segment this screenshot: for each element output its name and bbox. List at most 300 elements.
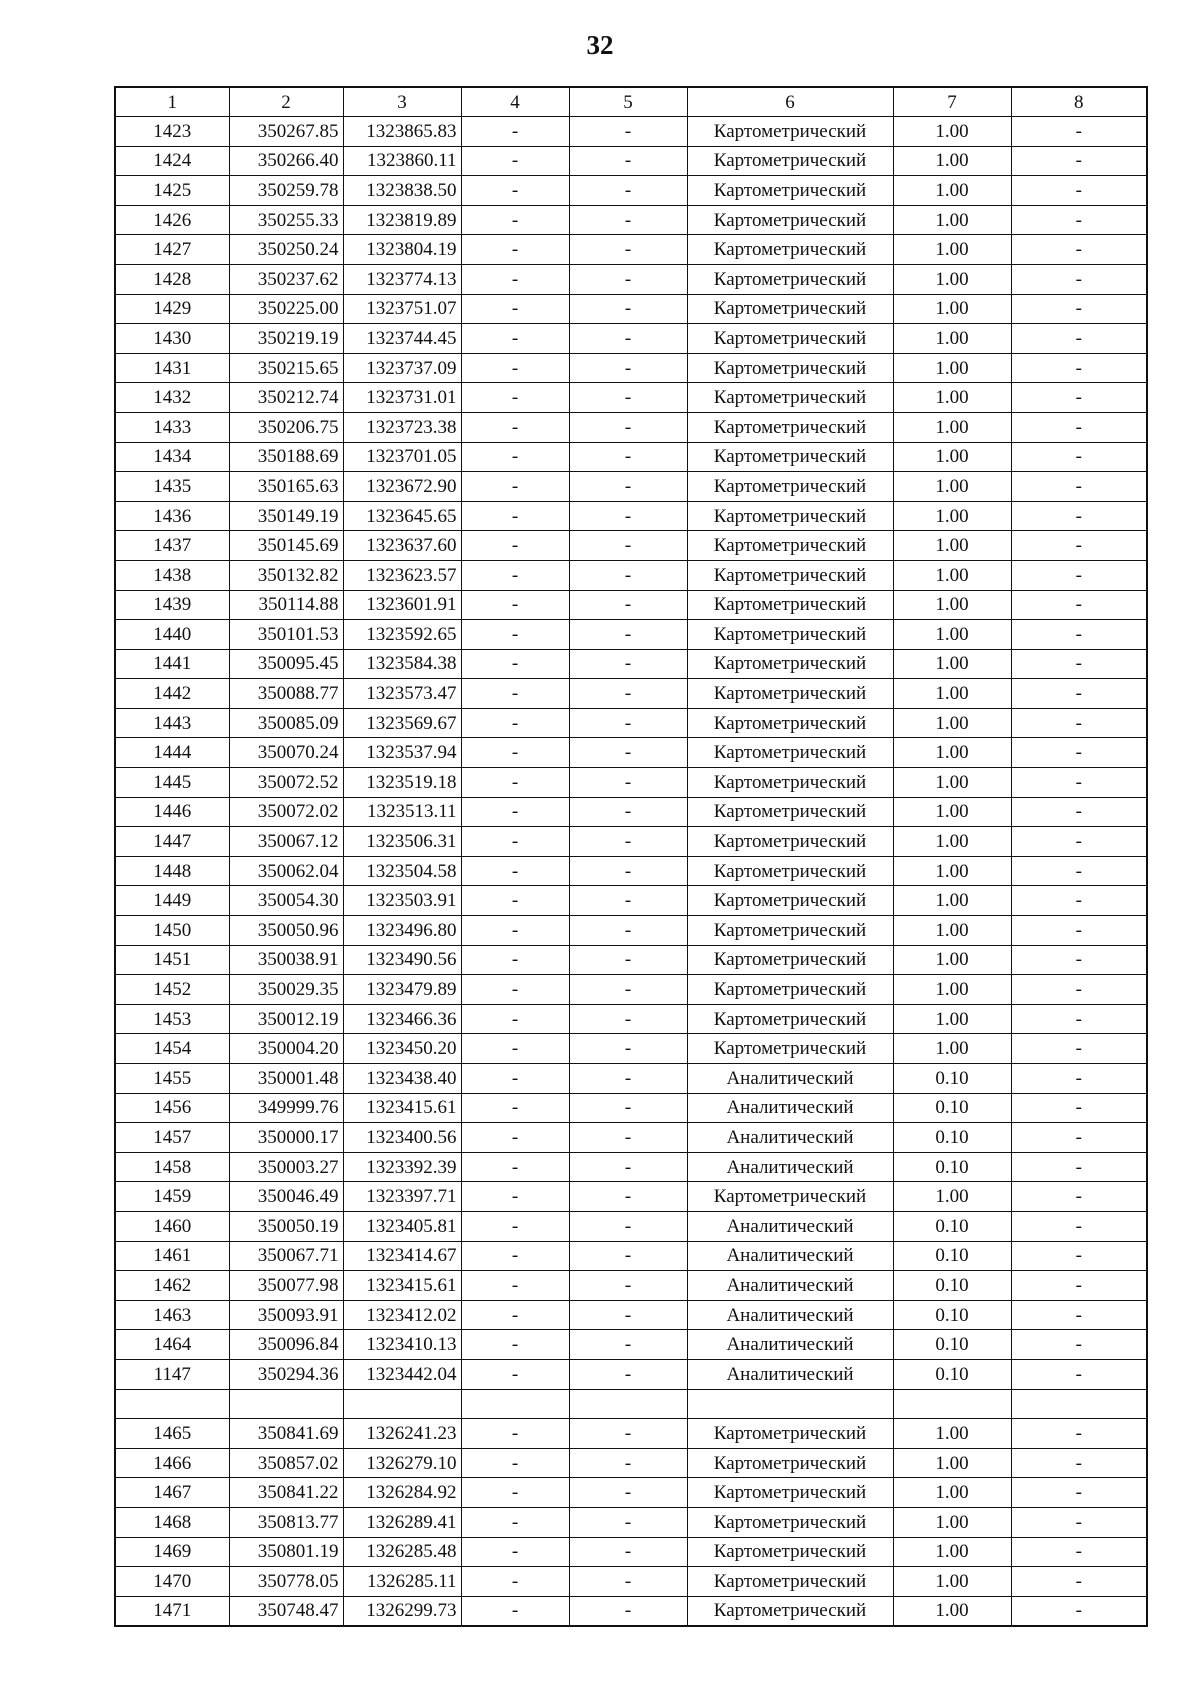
cell-col-4: - — [461, 590, 569, 620]
table-row — [115, 1300, 1147, 1330]
cell-col-8: - — [1011, 1330, 1147, 1360]
cell-coordinate-y: 1323637.60 — [343, 531, 461, 561]
cell-coordinate-y: 1323601.91 — [343, 590, 461, 620]
cell-col-5: - — [569, 620, 687, 650]
table-row — [115, 1419, 1147, 1449]
cell-point-number: 1447 — [115, 827, 229, 857]
cell-col-8: - — [1011, 886, 1147, 916]
table-row — [115, 1537, 1147, 1567]
cell-coordinate-y: 1323623.57 — [343, 560, 461, 590]
table-row — [115, 1567, 1147, 1597]
cell-point-number: 1451 — [115, 945, 229, 975]
cell-point-number: 1446 — [115, 797, 229, 827]
cell-coordinate-y: 1326284.92 — [343, 1478, 461, 1508]
table-row — [115, 1359, 1147, 1389]
cell-col-4: - — [461, 235, 569, 265]
cell-coordinate-y: 1323513.11 — [343, 797, 461, 827]
cell-method: Картометрический — [687, 531, 893, 561]
cell-point-number: 1435 — [115, 472, 229, 502]
cell-coordinate-y: 1323490.56 — [343, 945, 461, 975]
cell-coordinate-x: 349999.76 — [229, 1093, 343, 1123]
cell-point-number: 1448 — [115, 856, 229, 886]
cell-col-5: - — [569, 649, 687, 679]
cell-col-8: - — [1011, 1064, 1147, 1094]
cell-method: Картометрический — [687, 205, 893, 235]
cell-col-4: - — [461, 501, 569, 531]
cell-point-number: 1424 — [115, 146, 229, 176]
cell-coordinate-x: 350250.24 — [229, 235, 343, 265]
cell-col-4: - — [461, 1123, 569, 1153]
cell-coordinate-y: 1323537.94 — [343, 738, 461, 768]
table-row — [115, 531, 1147, 561]
cell-point-number: 1457 — [115, 1123, 229, 1153]
cell-col-4: - — [461, 1330, 569, 1360]
column-header-6: 6 — [687, 87, 893, 117]
cell-col-5: - — [569, 560, 687, 590]
column-header-5: 5 — [569, 87, 687, 117]
cell-point-number: 1459 — [115, 1182, 229, 1212]
cell-coordinate-x: 350114.88 — [229, 590, 343, 620]
cell-coordinate-y: 1326285.11 — [343, 1567, 461, 1597]
cell-coordinate-x: 350000.17 — [229, 1123, 343, 1153]
cell-col-8: - — [1011, 1419, 1147, 1449]
column-header-4: 4 — [461, 87, 569, 117]
table-row — [115, 294, 1147, 324]
cell-method: Картометрический — [687, 324, 893, 354]
cell-point-number: 1450 — [115, 916, 229, 946]
cell-accuracy: 1.00 — [893, 649, 1011, 679]
cell-coordinate-x: 350050.19 — [229, 1211, 343, 1241]
cell-method: Аналитический — [687, 1093, 893, 1123]
cell-accuracy: 1.00 — [893, 235, 1011, 265]
cell-coordinate-y: 1323838.50 — [343, 176, 461, 206]
cell-col-4: - — [461, 1093, 569, 1123]
cell-col-8: - — [1011, 768, 1147, 798]
cell-coordinate-y: 1323573.47 — [343, 679, 461, 709]
cell-col-4: - — [461, 1359, 569, 1389]
cell-col-8: - — [1011, 1537, 1147, 1567]
cell-coordinate-x: 350857.02 — [229, 1448, 343, 1478]
cell-coordinate-y: 1323723.38 — [343, 412, 461, 442]
cell-point-number: 1439 — [115, 590, 229, 620]
cell-accuracy: 1.00 — [893, 353, 1011, 383]
cell-accuracy: 1.00 — [893, 856, 1011, 886]
cell-col-5: - — [569, 886, 687, 916]
cell-accuracy: 0.10 — [893, 1123, 1011, 1153]
cell-col-8: - — [1011, 235, 1147, 265]
cell-point-number: 1464 — [115, 1330, 229, 1360]
cell-coordinate-y: 1323415.61 — [343, 1093, 461, 1123]
cell-col-5 — [569, 1389, 687, 1419]
cell-method: Аналитический — [687, 1300, 893, 1330]
cell-method: Картометрический — [687, 235, 893, 265]
cell-col-5: - — [569, 1478, 687, 1508]
table-row — [115, 1152, 1147, 1182]
cell-col-4: - — [461, 768, 569, 798]
cell-coordinate-x: 350096.84 — [229, 1330, 343, 1360]
cell-coordinate-x: 350004.20 — [229, 1034, 343, 1064]
cell-coordinate-y: 1323496.80 — [343, 916, 461, 946]
table-row — [115, 945, 1147, 975]
cell-coordinate-x: 350062.04 — [229, 856, 343, 886]
cell-col-8: - — [1011, 1448, 1147, 1478]
table-row — [115, 1004, 1147, 1034]
cell-point-number: 1426 — [115, 205, 229, 235]
cell-coordinate-y: 1326299.73 — [343, 1596, 461, 1626]
cell-col-4: - — [461, 708, 569, 738]
cell-method: Картометрический — [687, 560, 893, 590]
cell-coordinate-y: 1323405.81 — [343, 1211, 461, 1241]
cell-point-number: 1454 — [115, 1034, 229, 1064]
cell-coordinate-y: 1323442.04 — [343, 1359, 461, 1389]
cell-col-8: - — [1011, 1152, 1147, 1182]
cell-col-4: - — [461, 975, 569, 1005]
cell-col-4: - — [461, 679, 569, 709]
cell-col-5: - — [569, 916, 687, 946]
cell-col-8: - — [1011, 1093, 1147, 1123]
cell-method: Аналитический — [687, 1152, 893, 1182]
cell-accuracy: 1.00 — [893, 1448, 1011, 1478]
cell-method: Картометрический — [687, 412, 893, 442]
cell-accuracy: 1.00 — [893, 324, 1011, 354]
table-row — [115, 886, 1147, 916]
cell-col-8: - — [1011, 531, 1147, 561]
table-row — [115, 442, 1147, 472]
cell-point-number: 1461 — [115, 1241, 229, 1271]
cell-method: Картометрический — [687, 1478, 893, 1508]
cell-coordinate-x: 350101.53 — [229, 620, 343, 650]
column-header-7: 7 — [893, 87, 1011, 117]
cell-coordinate-y: 1323479.89 — [343, 975, 461, 1005]
cell-col-8 — [1011, 1389, 1147, 1419]
cell-coordinate-y: 1323584.38 — [343, 649, 461, 679]
cell-coordinate-y: 1323819.89 — [343, 205, 461, 235]
cell-method: Аналитический — [687, 1271, 893, 1301]
cell-col-4: - — [461, 1596, 569, 1626]
cell-col-4: - — [461, 945, 569, 975]
cell-coordinate-x: 350046.49 — [229, 1182, 343, 1212]
cell-coordinate-x: 350085.09 — [229, 708, 343, 738]
cell-coordinate-y: 1323569.67 — [343, 708, 461, 738]
table-row — [115, 1123, 1147, 1153]
cell-coordinate-y: 1326241.23 — [343, 1419, 461, 1449]
cell-coordinate-x: 350841.69 — [229, 1419, 343, 1449]
table-row — [115, 117, 1147, 147]
cell-method: Картометрический — [687, 649, 893, 679]
cell-point-number: 1467 — [115, 1478, 229, 1508]
cell-coordinate-y: 1323392.39 — [343, 1152, 461, 1182]
cell-point-number: 1147 — [115, 1359, 229, 1389]
cell-col-5: - — [569, 324, 687, 354]
cell-col-4: - — [461, 1567, 569, 1597]
cell-point-number: 1428 — [115, 264, 229, 294]
cell-col-8: - — [1011, 856, 1147, 886]
cell-col-8: - — [1011, 1034, 1147, 1064]
table-row — [115, 383, 1147, 413]
cell-coordinate-y: 1323506.31 — [343, 827, 461, 857]
cell-accuracy: 1.00 — [893, 176, 1011, 206]
cell-coordinate-y: 1323865.83 — [343, 117, 461, 147]
cell-point-number: 1471 — [115, 1596, 229, 1626]
cell-coordinate-x: 350801.19 — [229, 1537, 343, 1567]
cell-accuracy — [893, 1389, 1011, 1419]
cell-col-8: - — [1011, 679, 1147, 709]
cell-col-5: - — [569, 1596, 687, 1626]
cell-accuracy: 1.00 — [893, 1034, 1011, 1064]
cell-method — [687, 1389, 893, 1419]
cell-point-number: 1425 — [115, 176, 229, 206]
cell-col-5: - — [569, 383, 687, 413]
cell-col-8: - — [1011, 975, 1147, 1005]
cell-coordinate-y: 1323466.36 — [343, 1004, 461, 1034]
cell-col-5: - — [569, 442, 687, 472]
table-row — [115, 768, 1147, 798]
cell-col-8: - — [1011, 117, 1147, 147]
cell-point-number: 1436 — [115, 501, 229, 531]
table-row — [115, 1241, 1147, 1271]
cell-coordinate-x: 350145.69 — [229, 531, 343, 561]
cell-method: Картометрический — [687, 501, 893, 531]
cell-col-5: - — [569, 1567, 687, 1597]
cell-point-number: 1433 — [115, 412, 229, 442]
cell-method: Картометрический — [687, 827, 893, 857]
cell-coordinate-y: 1323737.09 — [343, 353, 461, 383]
cell-accuracy: 0.10 — [893, 1093, 1011, 1123]
cell-coordinate-y: 1323804.19 — [343, 235, 461, 265]
cell-col-8: - — [1011, 412, 1147, 442]
cell-coordinate-x: 350132.82 — [229, 560, 343, 590]
cell-point-number: 1465 — [115, 1419, 229, 1449]
table-row — [115, 146, 1147, 176]
cell-coordinate-x: 350067.71 — [229, 1241, 343, 1271]
cell-point-number: 1438 — [115, 560, 229, 590]
cell-coordinate-y: 1323645.65 — [343, 501, 461, 531]
cell-method: Картометрический — [687, 1537, 893, 1567]
cell-coordinate-y: 1326279.10 — [343, 1448, 461, 1478]
cell-accuracy: 1.00 — [893, 1537, 1011, 1567]
cell-col-4: - — [461, 412, 569, 442]
cell-accuracy: 1.00 — [893, 708, 1011, 738]
cell-coordinate-y: 1323504.58 — [343, 856, 461, 886]
cell-col-5: - — [569, 1419, 687, 1449]
cell-accuracy: 1.00 — [893, 472, 1011, 502]
cell-coordinate-x: 350165.63 — [229, 472, 343, 502]
cell-col-8: - — [1011, 620, 1147, 650]
coordinates-table — [114, 86, 1148, 1627]
cell-col-4: - — [461, 472, 569, 502]
cell-col-8: - — [1011, 1507, 1147, 1537]
cell-col-5: - — [569, 738, 687, 768]
cell-coordinate-x: 350095.45 — [229, 649, 343, 679]
cell-col-8: - — [1011, 442, 1147, 472]
cell-point-number: 1460 — [115, 1211, 229, 1241]
cell-col-8: - — [1011, 560, 1147, 590]
cell-col-4: - — [461, 146, 569, 176]
cell-col-4: - — [461, 1271, 569, 1301]
cell-col-5: - — [569, 679, 687, 709]
table-row — [115, 1034, 1147, 1064]
cell-col-4: - — [461, 856, 569, 886]
table-row — [115, 205, 1147, 235]
cell-accuracy: 0.10 — [893, 1064, 1011, 1094]
cell-col-8: - — [1011, 797, 1147, 827]
cell-coordinate-y: 1323438.40 — [343, 1064, 461, 1094]
cell-col-4: - — [461, 560, 569, 590]
cell-col-5: - — [569, 1064, 687, 1094]
table-row — [115, 1507, 1147, 1537]
cell-col-5: - — [569, 1448, 687, 1478]
cell-coordinate-y: 1323410.13 — [343, 1330, 461, 1360]
table-row — [115, 1211, 1147, 1241]
table-row — [115, 649, 1147, 679]
cell-method: Картометрический — [687, 590, 893, 620]
cell-coordinate-x: 350054.30 — [229, 886, 343, 916]
cell-coordinate-x: 350294.36 — [229, 1359, 343, 1389]
cell-accuracy: 1.00 — [893, 501, 1011, 531]
cell-accuracy: 0.10 — [893, 1152, 1011, 1182]
cell-accuracy: 0.10 — [893, 1300, 1011, 1330]
table-row — [115, 1064, 1147, 1094]
cell-coordinate-x: 350778.05 — [229, 1567, 343, 1597]
cell-col-5: - — [569, 235, 687, 265]
cell-accuracy: 1.00 — [893, 264, 1011, 294]
cell-col-5: - — [569, 294, 687, 324]
cell-col-4: - — [461, 176, 569, 206]
cell-col-4: - — [461, 205, 569, 235]
cell-method: Картометрический — [687, 856, 893, 886]
cell-point-number: 1458 — [115, 1152, 229, 1182]
cell-accuracy: 1.00 — [893, 1507, 1011, 1537]
cell-col-5: - — [569, 1359, 687, 1389]
cell-col-8: - — [1011, 1300, 1147, 1330]
cell-col-5: - — [569, 975, 687, 1005]
cell-col-8: - — [1011, 738, 1147, 768]
cell-col-5: - — [569, 1330, 687, 1360]
cell-col-5: - — [569, 1034, 687, 1064]
cell-point-number: 1449 — [115, 886, 229, 916]
cell-point-number: 1453 — [115, 1004, 229, 1034]
cell-coordinate-x: 350206.75 — [229, 412, 343, 442]
cell-coordinate-x: 350003.27 — [229, 1152, 343, 1182]
cell-accuracy: 1.00 — [893, 442, 1011, 472]
cell-coordinate-x: 350012.19 — [229, 1004, 343, 1034]
cell-col-5: - — [569, 945, 687, 975]
cell-method: Аналитический — [687, 1123, 893, 1153]
cell-method: Картометрический — [687, 117, 893, 147]
cell-point-number: 1468 — [115, 1507, 229, 1537]
cell-accuracy: 1.00 — [893, 531, 1011, 561]
cell-col-4: - — [461, 1300, 569, 1330]
cell-col-5: - — [569, 1537, 687, 1567]
cell-method: Картометрический — [687, 620, 893, 650]
table-row — [115, 1389, 1147, 1419]
table-row — [115, 1093, 1147, 1123]
cell-coordinate-x: 350266.40 — [229, 146, 343, 176]
table-row — [115, 916, 1147, 946]
cell-coordinate-y: 1323672.90 — [343, 472, 461, 502]
table-body — [115, 117, 1147, 1627]
cell-col-8: - — [1011, 264, 1147, 294]
cell-coordinate-y: 1323519.18 — [343, 768, 461, 798]
cell-col-4: - — [461, 324, 569, 354]
cell-col-8: - — [1011, 1123, 1147, 1153]
cell-col-8: - — [1011, 1271, 1147, 1301]
cell-point-number: 1432 — [115, 383, 229, 413]
cell-accuracy: 1.00 — [893, 1419, 1011, 1449]
cell-coordinate-x: 350038.91 — [229, 945, 343, 975]
cell-coordinate-y: 1323731.01 — [343, 383, 461, 413]
cell-accuracy: 1.00 — [893, 768, 1011, 798]
cell-method: Картометрический — [687, 797, 893, 827]
cell-col-8: - — [1011, 1182, 1147, 1212]
cell-accuracy: 1.00 — [893, 975, 1011, 1005]
cell-coordinate-x: 350267.85 — [229, 117, 343, 147]
cell-col-8: - — [1011, 1596, 1147, 1626]
cell-col-5: - — [569, 708, 687, 738]
cell-col-5: - — [569, 1271, 687, 1301]
cell-col-8: - — [1011, 1478, 1147, 1508]
cell-accuracy: 1.00 — [893, 294, 1011, 324]
cell-col-4: - — [461, 531, 569, 561]
cell-method: Аналитический — [687, 1241, 893, 1271]
cell-coordinate-x — [229, 1389, 343, 1419]
cell-col-8: - — [1011, 649, 1147, 679]
cell-accuracy: 0.10 — [893, 1359, 1011, 1389]
cell-point-number: 1430 — [115, 324, 229, 354]
cell-point-number: 1441 — [115, 649, 229, 679]
cell-accuracy: 1.00 — [893, 1004, 1011, 1034]
cell-coordinate-y: 1323450.20 — [343, 1034, 461, 1064]
cell-col-4: - — [461, 827, 569, 857]
cell-coordinate-y: 1323774.13 — [343, 264, 461, 294]
cell-coordinate-x: 350219.19 — [229, 324, 343, 354]
cell-col-5: - — [569, 353, 687, 383]
cell-method: Картометрический — [687, 916, 893, 946]
cell-accuracy: 0.10 — [893, 1241, 1011, 1271]
cell-point-number: 1440 — [115, 620, 229, 650]
table-row — [115, 176, 1147, 206]
cell-col-5: - — [569, 1300, 687, 1330]
cell-accuracy: 1.00 — [893, 916, 1011, 946]
cell-col-4: - — [461, 620, 569, 650]
cell-col-5: - — [569, 412, 687, 442]
cell-col-8: - — [1011, 383, 1147, 413]
cell-col-5: - — [569, 146, 687, 176]
cell-accuracy: 1.00 — [893, 1478, 1011, 1508]
cell-col-4: - — [461, 1152, 569, 1182]
cell-point-number — [115, 1389, 229, 1419]
cell-col-8: - — [1011, 708, 1147, 738]
cell-coordinate-x: 350001.48 — [229, 1064, 343, 1094]
cell-coordinate-y: 1323415.61 — [343, 1271, 461, 1301]
cell-coordinate-x: 350255.33 — [229, 205, 343, 235]
cell-method: Картометрический — [687, 945, 893, 975]
cell-col-4: - — [461, 1537, 569, 1567]
cell-method: Картометрический — [687, 679, 893, 709]
cell-method: Картометрический — [687, 1448, 893, 1478]
cell-col-5: - — [569, 1123, 687, 1153]
table-row — [115, 1596, 1147, 1626]
cell-method: Картометрический — [687, 294, 893, 324]
cell-method: Картометрический — [687, 738, 893, 768]
cell-method: Картометрический — [687, 1034, 893, 1064]
cell-point-number: 1442 — [115, 679, 229, 709]
cell-col-8: - — [1011, 945, 1147, 975]
table-row — [115, 1182, 1147, 1212]
cell-accuracy: 1.00 — [893, 146, 1011, 176]
cell-col-5: - — [569, 1152, 687, 1182]
cell-accuracy: 1.00 — [893, 1567, 1011, 1597]
